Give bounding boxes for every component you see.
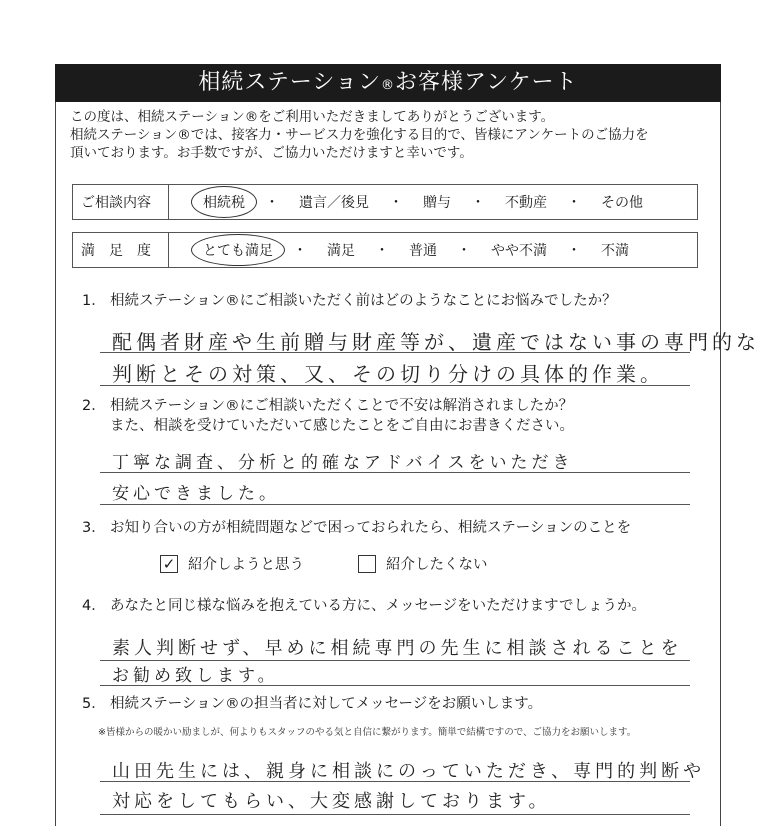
option-somewhat-dissatisfied[interactable]: やや不満 — [491, 243, 547, 259]
question-text: 相続ステーション®にご相談いただく前はどのようなことにお悩みでしたか？ — [110, 293, 617, 309]
intro-line: 相続ステーション®では、接客力・サービス力を強化する目的で、皆様にアンケートのご協力を — [70, 127, 649, 143]
question-number: 4． — [82, 598, 106, 614]
separator: ・ — [567, 195, 581, 211]
handwritten-answer-2a: 丁寧な調査、分析と的確なアドバイスをいただき — [112, 453, 574, 473]
question-number: 5． — [82, 696, 106, 712]
registered-mark: ® — [381, 78, 395, 93]
question-5 — [82, 694, 542, 714]
separator: ・ — [389, 195, 403, 211]
separator: ・ — [375, 243, 389, 259]
survey-title — [55, 64, 721, 102]
question-3 — [82, 518, 631, 538]
separator: ・ — [471, 195, 485, 211]
option-inheritance-tax[interactable]: 相続税 — [197, 192, 251, 212]
question-5-note: ※皆様からの暖かい励ましが、何よりもスタッフのやる気と自信に繋がります。簡単で結構ですので、ご協力をお願いします。 — [98, 727, 637, 738]
question-text: お知り合いの方が相続問題などで困っておられたら、相続ステーションのことを — [110, 520, 632, 536]
handwritten-answer-1b: 判断とその対策、又、その切り分けの具体的作業。 — [112, 362, 664, 386]
consultation-label: ご相談内容 — [73, 185, 169, 219]
satisfaction-label: 満 足 度 — [73, 233, 169, 267]
option-will-guardianship[interactable]: 遺言／後見 — [299, 195, 369, 211]
separator: ・ — [457, 243, 471, 259]
satisfaction-options — [169, 240, 635, 260]
option-gift[interactable]: 贈与 — [423, 195, 451, 211]
separator: ・ — [265, 195, 279, 211]
option-very-satisfied[interactable]: とても満足 — [197, 240, 279, 260]
option-dissatisfied[interactable]: 不満 — [601, 243, 629, 259]
handwritten-answer-4a: 素人判断せず、早めに相続専門の先生に相談されることを — [112, 638, 683, 659]
handwritten-answer-1a: 配偶者財産や生前贈与財産等が、遺産ではない事の専門的な — [112, 330, 760, 354]
option-neutral[interactable]: 普通 — [409, 243, 437, 259]
satisfaction-row — [72, 232, 698, 268]
option-real-estate[interactable]: 不動産 — [505, 195, 547, 211]
question-2 — [82, 396, 574, 436]
choice-would-not-refer[interactable] — [358, 553, 488, 574]
option-satisfied[interactable]: 満足 — [327, 243, 355, 259]
handwritten-answer-4b: お勧め致します。 — [112, 666, 279, 686]
answer-line — [100, 504, 690, 505]
referral-choices — [160, 553, 542, 574]
question-1 — [82, 291, 617, 311]
intro-line: この度は、相続ステーション®をご利用いただきましてありがとうございます。 — [70, 109, 555, 125]
choice-label: 紹介しようと思う — [188, 557, 304, 573]
choice-would-refer[interactable] — [160, 553, 304, 574]
intro-text — [70, 108, 710, 162]
checkbox-checked-icon[interactable]: ✓ — [160, 555, 178, 573]
consultation-row — [72, 184, 698, 220]
separator: ・ — [567, 243, 581, 259]
question-4 — [82, 596, 646, 616]
question-number: 3． — [82, 520, 106, 536]
consultation-options — [169, 192, 649, 212]
option-other[interactable]: その他 — [601, 195, 643, 211]
handwritten-answer-5b: 対応をしてもらい、大変感謝しております。 — [112, 791, 551, 812]
answer-line — [100, 814, 690, 815]
question-text: あなたと同じ様な悩みを抱えている方に、メッセージをいただけますでしょうか。 — [110, 598, 647, 614]
question-text: 相続ステーション®の担当者に対してメッセージをお願いします。 — [110, 696, 543, 712]
title-text: 相続ステーション — [198, 70, 381, 95]
handwritten-answer-2b: 安心できました。 — [112, 484, 280, 504]
intro-line: 頂いております。お手数ですが、ご協力いただけますと幸いです。 — [70, 145, 473, 161]
checkbox-empty-icon[interactable] — [358, 555, 376, 573]
choice-label: 紹介したくない — [386, 557, 488, 573]
question-text: また、相談を受けていただいて感じたことをご自由にお書きください。 — [110, 418, 574, 434]
handwritten-answer-5a: 山田先生には、親身に相談にのっていただき、専門的判断や — [112, 761, 706, 782]
question-text: 相続ステーション®にご相談いただくことで不安は解消されましたか？ — [110, 398, 574, 414]
question-number: 2． — [82, 398, 106, 414]
separator: ・ — [293, 243, 307, 259]
question-number: 1． — [82, 293, 106, 309]
title-suffix: お客様アンケート — [395, 70, 578, 95]
